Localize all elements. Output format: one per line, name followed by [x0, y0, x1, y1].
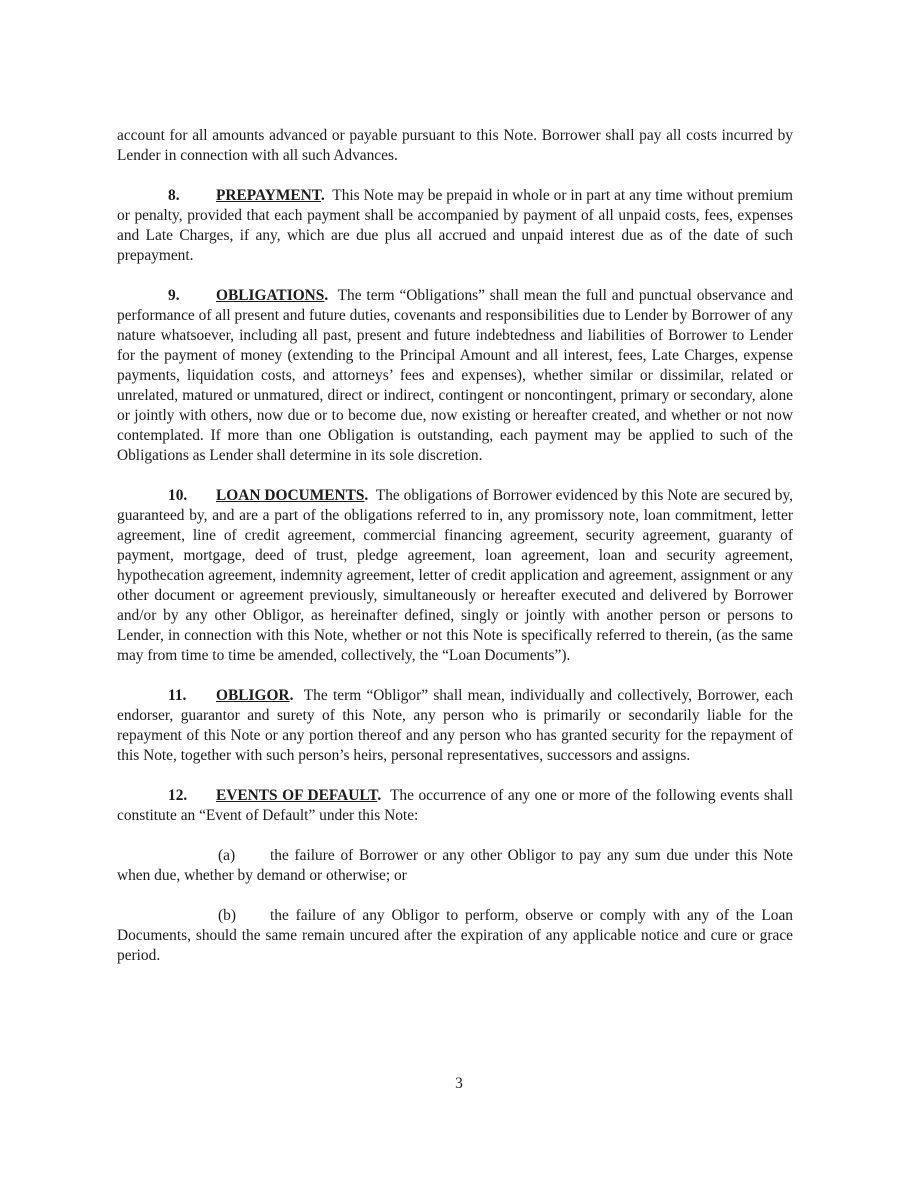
section-text: The term “Obligations” shall mean the full and punctual observance and performance of all present and future duties, covenants and responsibilities due to Lender by Borrower of any nature whatsoever, including all past, present and future indebtedness and liabilities of Borrower to Lender for the payment of money (extending to the Principal Amount and all interest, fees, Late Charges, expense payments, liquidation costs, and attorneys’ fees and expenses), whether similar or dissimilar, related or unrelated, matured or unmatured, direct or indirect, contingent or noncontingent, primary or secondary, alone or jointly with others, now due or to become due, now existing or hereafter created, and whether or not now contemplated. If more than one Obligation is outstanding, each payment may be applied to such of the Obligations as Lender shall determine in its sole discretion.: [117, 287, 794, 464]
section-text: The term “Obligor” shall mean, individually and collectively, Borrower, each endorser, guarantor and surety of this Note, any person who is primarily or secondarily liable for the repayment of this Note or any portion thereof and any person who has granted security for the repayment of this Note, together with such person’s heirs, personal representatives, successors and assigns.: [117, 687, 793, 764]
section-heading: PREPAYMENT: [216, 187, 321, 204]
section-obligations: 9. OBLIGATIONS. The term “Obligations” shall mean the full and punctual observance and performance of all present and future duties, covenants and responsibilities due to Lender by Borrower of any nature whatsoever, including all past, present and future indebtedness and liabilities of Borrower to Lender for the payment of money (extending to the Principal Amount and all interest, fees, Late Charges, expense payments, liquidation costs, and attorneys’ fees and expenses), whether similar or dissimilar, related or unrelated, matured or unmatured, direct or indirect, contingent or noncontingent, primary or secondary, alone or jointly with others, now due or to become due, now existing or hereafter created, and whether or not now contemplated. If more than one Obligation is outstanding, each payment may be applied to such of the Obligations as Lender shall determine in its sole discretion.: [117, 287, 794, 464]
subsection-b: [117, 906, 793, 966]
subsection-label: (a): [218, 847, 236, 864]
section-heading: OBLIGOR: [216, 687, 290, 704]
section-text: The occurrence of any one or more of the following events shall constitute an “Event of Default” under this Note:: [117, 787, 794, 824]
section-number: 10.: [168, 487, 188, 504]
section-number: 11.: [168, 687, 187, 704]
section-loan-documents: 10. LOAN DOCUMENTS. The obligations of Borrower evidenced by this Note are secured by, guaranteed by, and are a part of the obligations referred to in, any promissory note, loan commitment, letter agreement, line of credit agreement, commercial financing agreement, security agreement, guaranty of payment, mortgage, deed of trust, pledge agreement, loan agreement, loan and security agreement, hypothecation agreement, indemnity agreement, letter of credit application and agreement, assignment or any other document or agreement previously, simultaneously or hereafter executed and delivered by Borrower and/or by any other Obligor, as hereinafter defined, singly or jointly with another person or persons to Lender, in connection with this Note, whether or not this Note is specifically referred to therein, (as the same may from time to time be amended, collectively, the “Loan Documents”).: [117, 487, 793, 664]
section-heading: OBLIGATIONS: [216, 287, 325, 304]
subsection-text: the failure of any Obligor to perform, observe or comply with any of the Loan Documents, should the same remain uncured after the expiration of any applicable notice and cure or grace period.: [117, 907, 793, 964]
document-page: [117, 126, 793, 966]
section-text: The obligations of Borrower evidenced by this Note are secured by, guaranteed by, and are a part of the obligations referred to in, any promissory note, loan commitment, letter agreement, line of credit agreement, commercial financing agreement, security agreement, guaranty of payment, mortgage, deed of trust, pledge agreement, loan agreement, loan and security agreement, hypothecation agreement, indemnity agreement, letter of credit application and agreement, assignment or any other document or agreement previously, simultaneously or hereafter executed and delivered by Borrower and/or by any other Obligor, as hereinafter defined, singly or jointly with another person or persons to Lender, in connection with this Note, whether or not this Note is specifically referred to therein, (as the same may from time to time be amended, collectively, the “Loan Documents”).: [117, 487, 793, 664]
section-heading: LOAN DOCUMENTS: [216, 487, 365, 504]
page-number: 3: [455, 1075, 463, 1092]
section-number: 8.: [168, 187, 180, 204]
section-prepayment: 8. PREPAYMENT. This Note may be prepaid in whole or in part at any time without premium or penalty, provided that each payment shall be accompanied by payment of all unpaid costs, fees, expenses and Late Charges, if any, which are due plus all accrued and unpaid interest due as of the date of such prepayment.: [117, 187, 794, 264]
section-events-of-default: 12. EVENTS OF DEFAULT. The occurrence of any one or more of the following events shall constitute an “Event of Default” under this Note:: [117, 787, 794, 824]
subsection-a: [117, 846, 793, 886]
subsection-text: the failure of Borrower or any other Obligor to pay any sum due under this Note when due, whether by demand or otherwise; or: [117, 847, 793, 884]
intro-paragraph: account for all amounts advanced or payable pursuant to this Note. Borrower shall pay all costs incurred by Lender in connection with all such Advances.: [117, 127, 793, 164]
section-number: 12.: [168, 787, 188, 804]
subsection-label: (b): [218, 907, 236, 924]
section-number: 9.: [168, 287, 180, 304]
section-obligor: 11. OBLIGOR. The term “Obligor” shall mean, individually and collectively, Borrower, each endorser, guarantor and surety of this Note, any person who is primarily or secondarily liable for the repayment of this Note or any portion thereof and any person who has granted security for the repayment of this Note, together with such person’s heirs, personal representatives, successors and assigns.: [117, 687, 793, 764]
section-heading: EVENTS OF DEFAULT: [216, 787, 378, 804]
section-text: This Note may be prepaid in whole or in part at any time without premium or penalty, provided that each payment shall be accompanied by payment of all unpaid costs, fees, expenses and Late Charges, if any, which are due plus all accrued and unpaid interest due as of the date of such prepayment.: [117, 187, 794, 264]
